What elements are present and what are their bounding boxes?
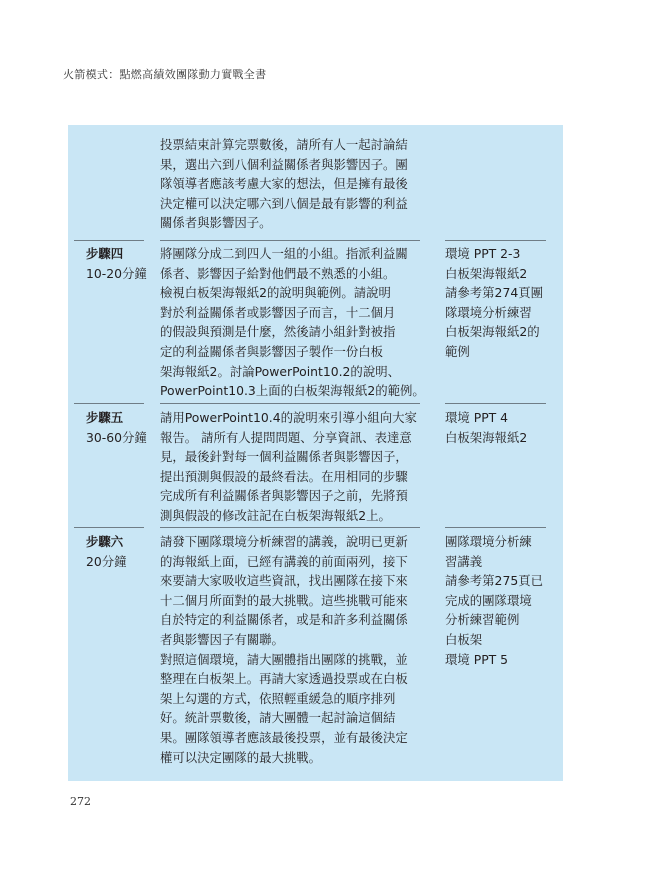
- page-number: 272: [70, 795, 91, 808]
- step-4-description: 將團隊分成二到四人一組的小組。指派利益關 係者、影響因子給對他們最不熟悉的小組。 檢視白板架海報紙2的說明與範例。請說明 對於利益關係者或影響因子而言，十二個月 的假設與預測是什麼，然後請小組針對被指 定的利益關係者與影響因子製作一份白板 架海報紙2。討論PowerPoint10.2的說明、 PowerPoint10.3上面的白板架海報紙2的範例。: [160, 246, 425, 399]
- step-6-duration: 20分鐘: [86, 553, 127, 569]
- continuation-description: 投票結束計算完票數後，請所有人一起討論結 果，選出六到八個利益關係者與影響因子。團 隊領導者應該考慮大家的想法，但是擁有最後 決定權可以決定哪六到八個是最有影響的利益 關係者與影響因子。: [160, 137, 408, 231]
- step-6-label: [86, 532, 127, 571]
- step-5-name: 步驟五: [86, 410, 124, 425]
- step-5-duration: 30-60分鐘: [86, 429, 147, 445]
- step-5-description: 請用PowerPoint10.4的說明來引導小組向大家 報告。 請所有人提問問題、分享資訊、表達意 見，最後針對每一個利益關係者與影響因子， 提出預測與假設的最終看法。在用相同的步驟 完成所有利益關係者與影響因子之前，先將預 測與假設的修改註記在白板架海報紙2上。: [160, 410, 417, 523]
- step-4-resources: 環境 PPT 2-3 白板架海報紙2 請參考第274頁團 隊環境分析練習 白板架海報紙2的 範例: [445, 246, 543, 359]
- row-divider: [160, 240, 420, 241]
- row-divider: [445, 527, 546, 528]
- step-5-label: [86, 408, 147, 447]
- step-4-label: [86, 244, 147, 283]
- row-divider: [74, 527, 144, 528]
- step-6-name: 步驟六: [86, 534, 124, 549]
- row-divider: [445, 403, 546, 404]
- row-divider: [160, 527, 420, 528]
- row-divider: [74, 240, 144, 241]
- row-divider: [160, 403, 420, 404]
- step-4-name: 步驟四: [86, 246, 124, 261]
- step-5-resources: 環境 PPT 4 白板架海報紙2: [445, 410, 528, 445]
- row-divider: [74, 403, 144, 404]
- step-4-duration: 10-20分鐘: [86, 265, 147, 281]
- row-divider: [445, 240, 546, 241]
- activity-steps-table: [68, 125, 563, 781]
- running-head: 火箭模式：點燃高績效團隊動力實戰全書: [63, 68, 267, 81]
- step-6-description: 請發下團隊環境分析練習的講義，說明已更新 的海報紙上面，已經有講義的前面兩列，接下 來要請大家吸收這些資訊，找出團隊在接下來 十二個月所面對的最大挑戰。這些挑戰可能來 自於特定的利益關係者，或是和許多利益關係 者與影響因子有關聯。 對照這個環境，請大團體指出團隊的挑戰，並 整理在白板架上。再請大家透過投票或在白板 架上勾選的方式，依照輕重緩急的順序排列 好。統計票數後，請大團體一起討論這個結 果。團隊領導者應該最後投票，並有最後決定 權可以決定團隊的最大挑戰。: [160, 534, 408, 765]
- step-6-resources: 團隊環境分析練 習講義 請參考第275頁已 完成的團隊環境 分析練習範例 白板架 環境 PPT 5: [445, 534, 543, 667]
